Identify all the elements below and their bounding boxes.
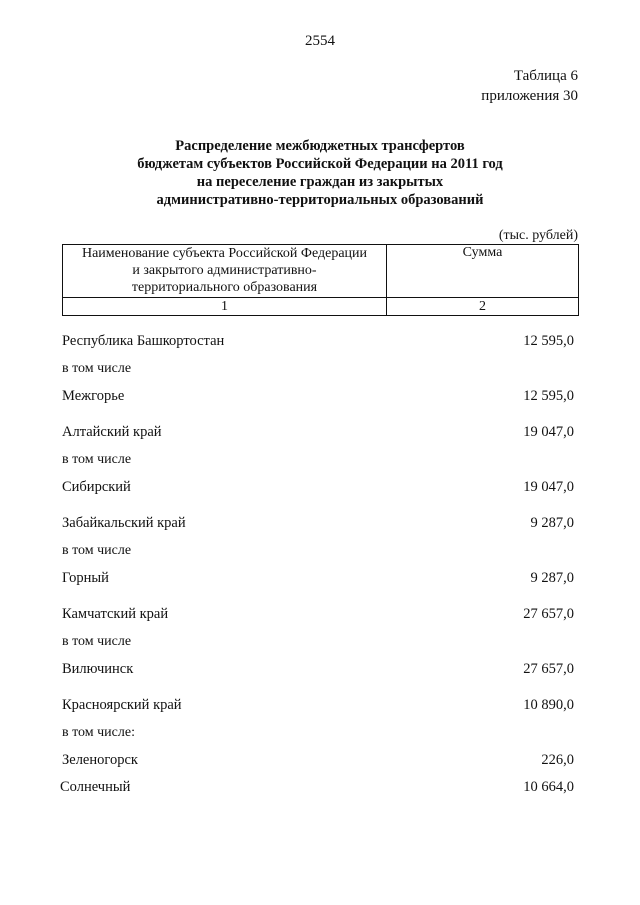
row-amount: 10 890,0 xyxy=(523,697,574,713)
header-col1-number: 1 xyxy=(63,298,387,316)
row-amount: 10 664,0 xyxy=(523,779,574,795)
row-label: в том числе xyxy=(62,452,132,467)
row-label: Алтайский край xyxy=(62,424,162,440)
row-label: в том числе xyxy=(62,634,132,649)
header-number-row xyxy=(63,298,579,316)
title-line1: Распределение межбюджетных трансфертов xyxy=(175,138,465,154)
header-col-name-line3: территориального образования xyxy=(131,280,318,295)
row-amount: 27 657,0 xyxy=(523,661,574,677)
row-label: Межгорье xyxy=(62,388,125,404)
row-label: Вилючинск xyxy=(62,661,134,677)
row-label: в том числе xyxy=(62,361,132,376)
table-label-line1: Таблица 6 xyxy=(513,68,578,84)
row-label: в том числе xyxy=(62,543,132,558)
row-amount: 226,0 xyxy=(541,752,574,768)
header-row xyxy=(63,245,579,298)
page-number: 2554 xyxy=(305,33,335,49)
row-label: в том числе: xyxy=(62,725,135,740)
header-col-sum: Сумма xyxy=(387,245,579,298)
row-amount: 12 595,0 xyxy=(523,333,574,349)
row-amount: 19 047,0 xyxy=(523,479,574,495)
row-amount: 19 047,0 xyxy=(523,424,574,440)
title-line4: административно-территориальных образований xyxy=(156,192,484,208)
row-label: Республика Башкортостан xyxy=(62,333,225,349)
row-amount: 12 595,0 xyxy=(523,388,574,404)
header-col-name xyxy=(63,245,387,298)
row-label: Солнечный xyxy=(60,779,131,795)
table-header xyxy=(62,244,579,316)
row-label: Зеленогорск xyxy=(62,752,138,768)
row-label: Сибирский xyxy=(62,479,131,495)
title-line2: бюджетам субъектов Российской Федерации на 2011 год xyxy=(137,156,503,172)
table-label-line2: приложения 30 xyxy=(481,88,578,104)
row-amount: 9 287,0 xyxy=(530,570,574,586)
row-label: Камчатский край xyxy=(62,606,169,622)
header-col-name-line1: Наименование субъекта Российской Федерации xyxy=(81,246,368,261)
row-label: Забайкальский край xyxy=(62,515,186,531)
header-col2-number: 2 xyxy=(387,298,579,316)
header-col-name-line2: и закрытого административно- xyxy=(132,263,317,278)
row-label: Красноярский край xyxy=(62,697,182,713)
table-label xyxy=(481,66,578,106)
units-note: (тыс. рублей) xyxy=(498,228,578,243)
document-title xyxy=(0,137,640,209)
row-amount: 27 657,0 xyxy=(523,606,574,622)
title-line3: на переселение граждан из закрытых xyxy=(196,174,444,190)
row-label: Горный xyxy=(62,570,109,586)
row-amount: 9 287,0 xyxy=(530,515,574,531)
